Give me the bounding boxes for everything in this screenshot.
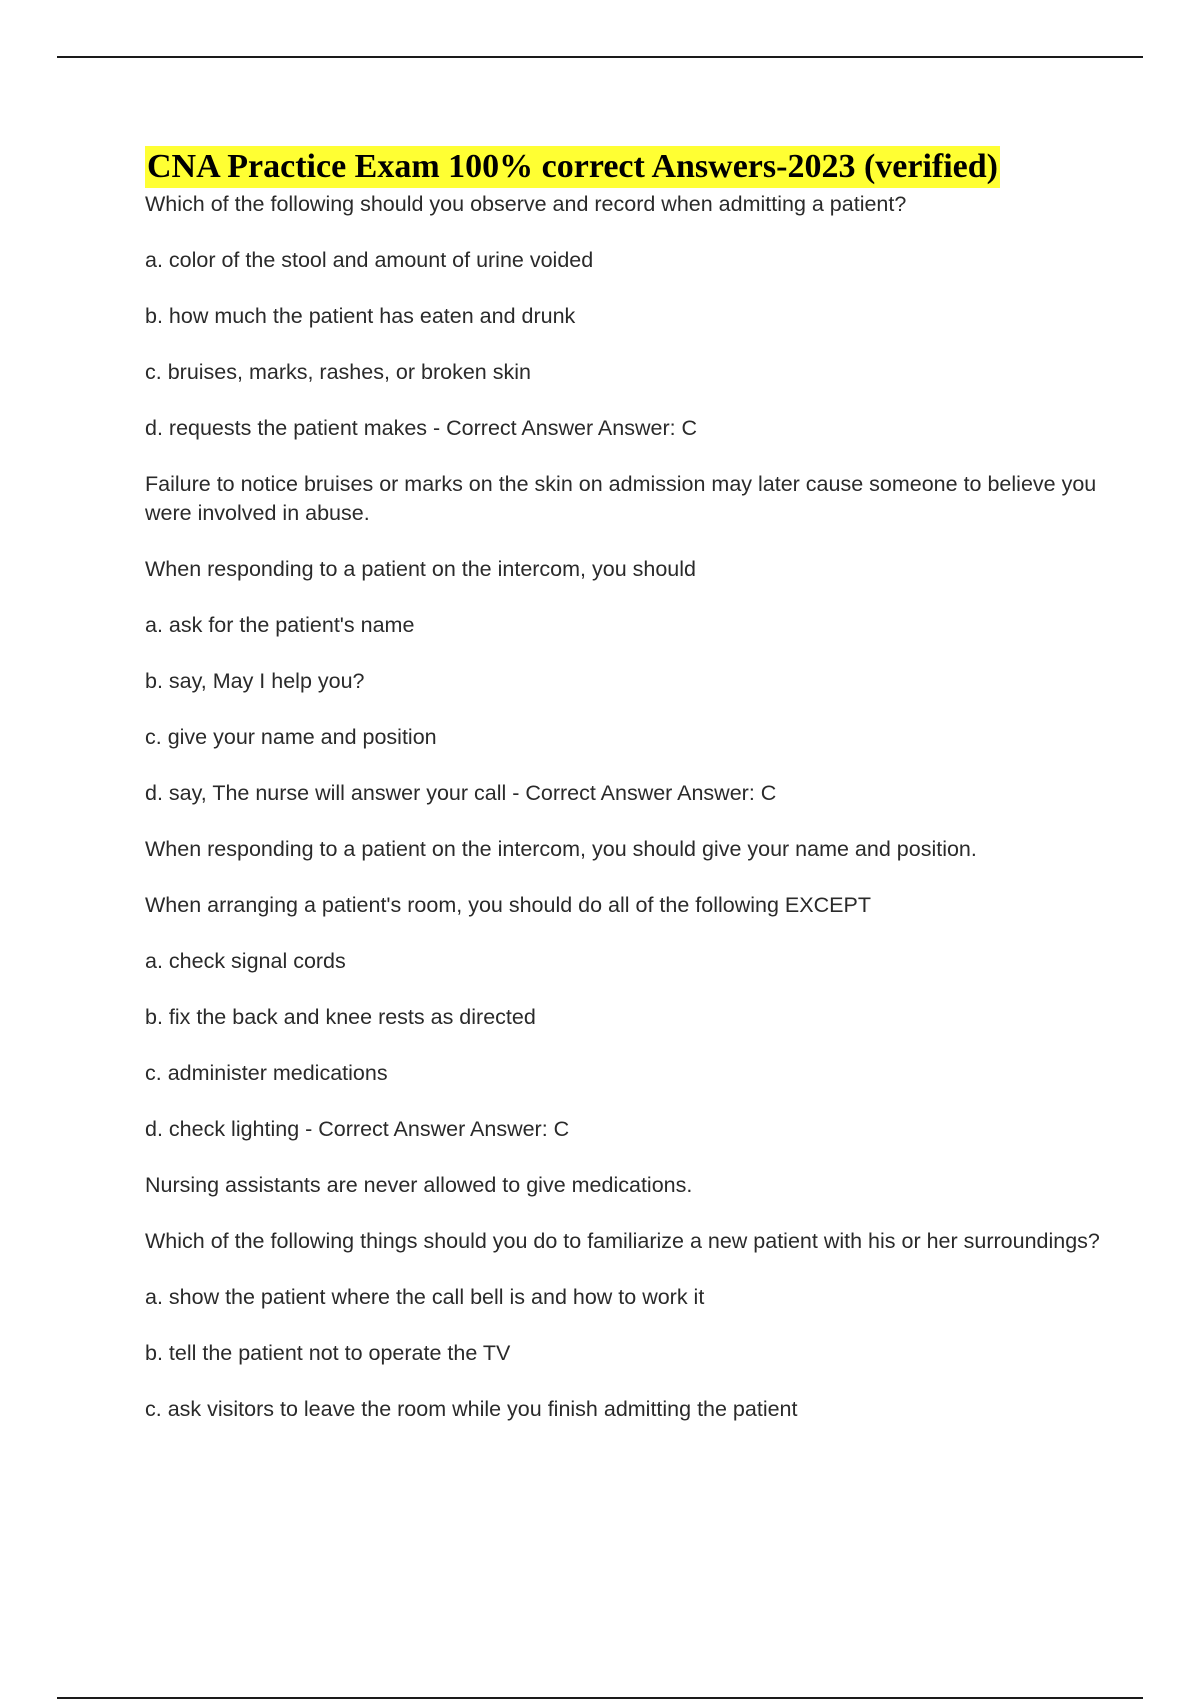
question-1: Which of the following should you observe and record when admitting a patient? [145, 192, 907, 216]
question-2-option-d-answer: d. say, The nurse will answer your call - Correct Answer Answer: C [145, 781, 777, 805]
question-2-explanation: When responding to a patient on the intercom, you should give your name and position. [145, 837, 977, 861]
question-2-option-b: b. say, May I help you? [145, 669, 365, 693]
question-3-option-b: b. fix the back and knee rests as directed [145, 1005, 536, 1029]
question-2-option-a: a. ask for the patient's name [145, 613, 415, 637]
question-1-option-d-answer: d. requests the patient makes - Correct Answer Answer: C [145, 416, 698, 440]
question-2: When responding to a patient on the intercom, you should [145, 557, 696, 581]
question-4-option-b: b. tell the patient not to operate the TV [145, 1341, 511, 1365]
question-2-option-c: c. give your name and position [145, 725, 437, 749]
title-line [145, 146, 1125, 190]
question-4: Which of the following things should you do to familiarize a new patient with his or her surroundings? [145, 1229, 1100, 1253]
question-4-option-c: c. ask visitors to leave the room while you finish admitting the patient [145, 1397, 798, 1421]
question-3-option-c: c. administer medications [145, 1061, 388, 1085]
header-rule [57, 56, 1143, 58]
question-3-option-a: a. check signal cords [145, 949, 346, 973]
question-3-option-d-answer: d. check lighting - Correct Answer Answer: C [145, 1117, 570, 1141]
document-title: CNA Practice Exam 100% correct Answers-2023 (verified) [145, 146, 1000, 188]
question-1-explanation: Failure to notice bruises or marks on the skin on admission may later cause someone to believe you were involved in abuse. [145, 472, 1097, 525]
question-3-explanation: Nursing assistants are never allowed to give medications. [145, 1173, 693, 1197]
question-1-option-b: b. how much the patient has eaten and drunk [145, 304, 576, 328]
question-4-option-a: a. show the patient where the call bell is and how to work it [145, 1285, 705, 1309]
question-3: When arranging a patient's room, you should do all of the following EXCEPT [145, 893, 871, 917]
question-1-option-a: a. color of the stool and amount of urine voided [145, 248, 594, 272]
footer-rule [57, 1697, 1143, 1699]
question-1-option-c: c. bruises, marks, rashes, or broken skin [145, 360, 531, 384]
document-body [145, 146, 1125, 1424]
